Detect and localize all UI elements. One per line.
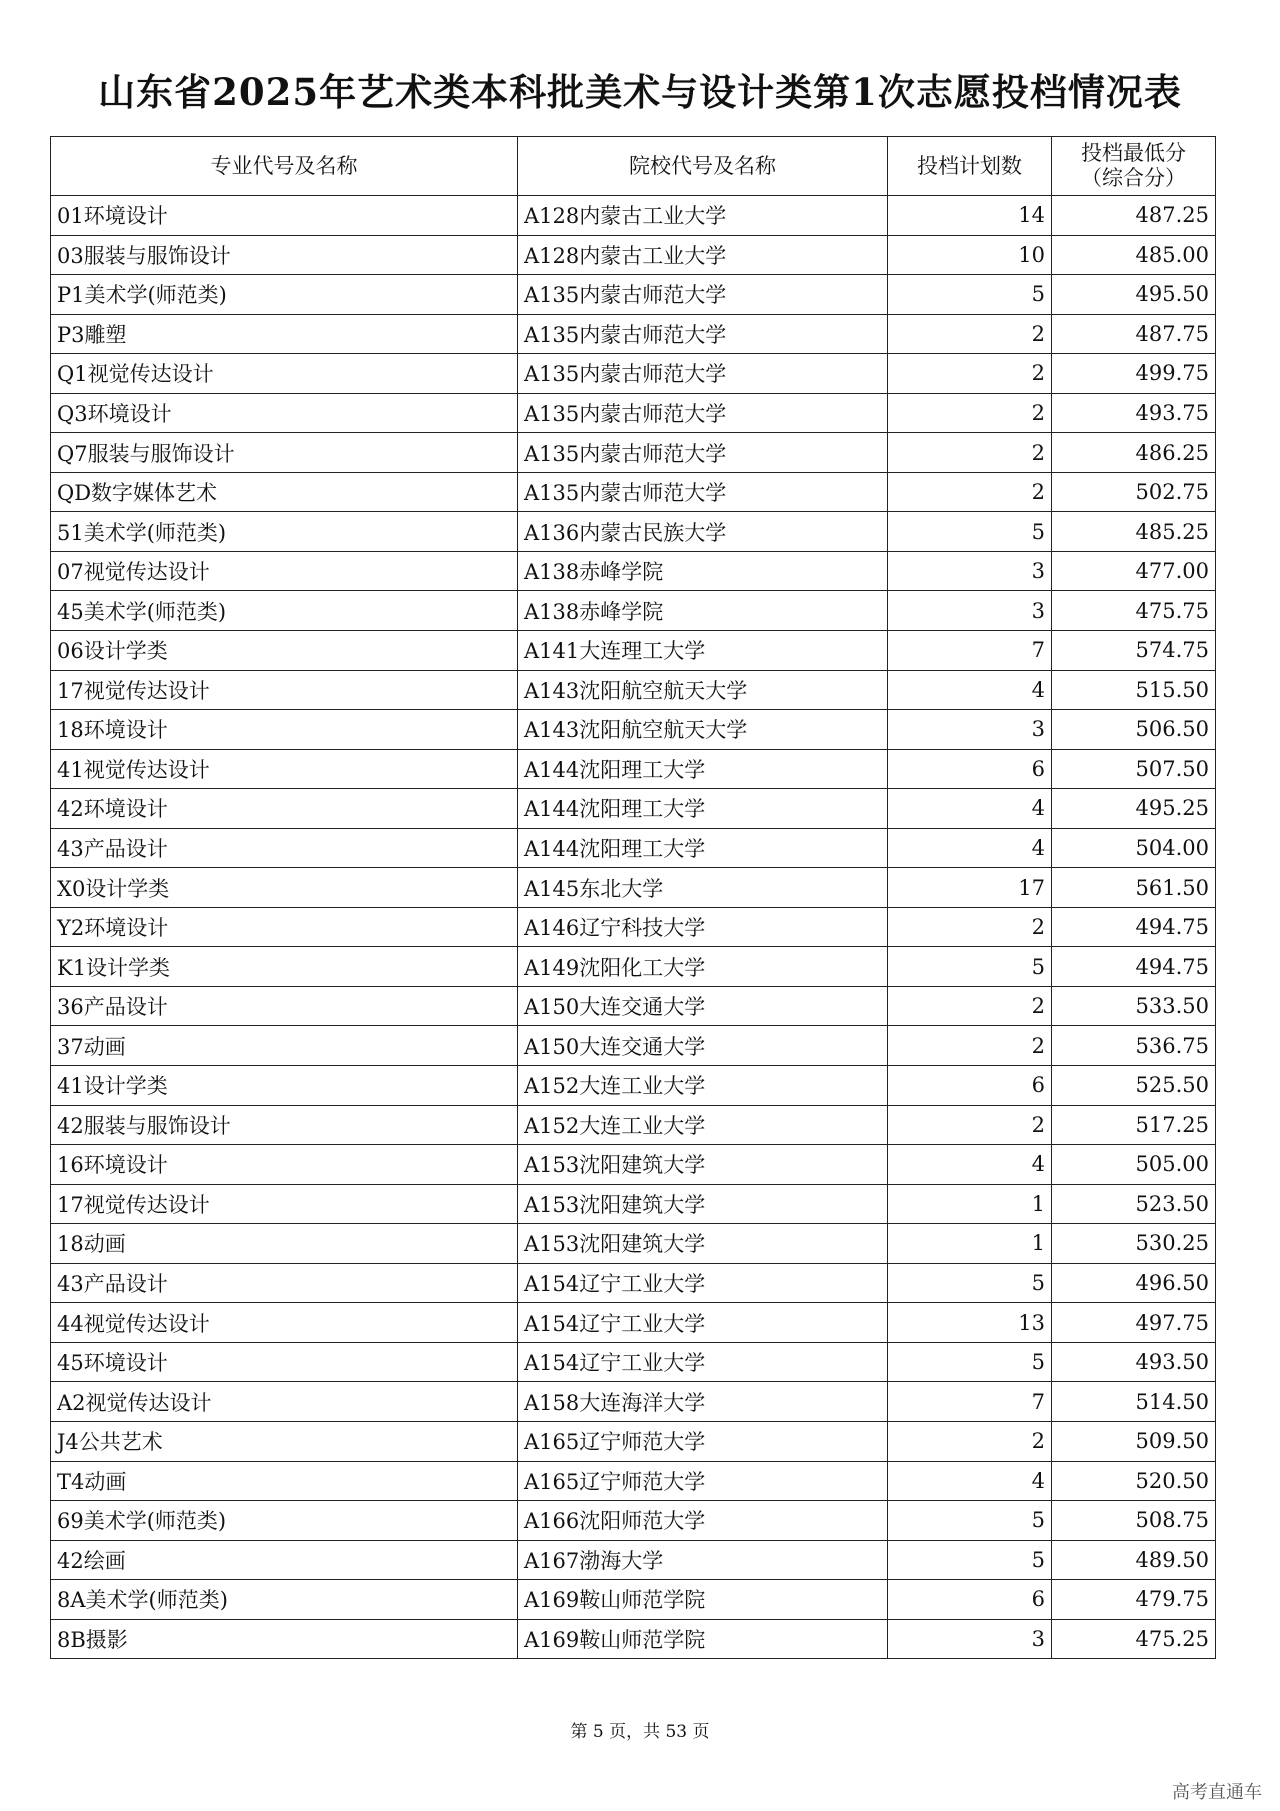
cell-major: 06设计学类 [51,631,518,671]
cell-score: 536.75 [1052,1026,1216,1066]
table-row [51,1026,1216,1066]
cell-score: 504.00 [1052,828,1216,868]
cell-plan: 3 [888,1619,1052,1659]
table-row [51,670,1216,710]
cell-major: 8A美术学(师范类) [51,1580,518,1620]
cell-plan: 5 [888,275,1052,315]
cell-score: 475.25 [1052,1619,1216,1659]
cell-school: A167渤海大学 [518,1540,888,1580]
cell-school: A144沈阳理工大学 [518,828,888,868]
table-row [51,710,1216,750]
cell-plan: 2 [888,314,1052,354]
cell-score: 489.50 [1052,1540,1216,1580]
cell-plan: 13 [888,1303,1052,1343]
table-row [51,1580,1216,1620]
cell-plan: 5 [888,1263,1052,1303]
cell-plan: 2 [888,1421,1052,1461]
cell-score: 475.75 [1052,591,1216,631]
table-row [51,512,1216,552]
cell-score: 505.00 [1052,1145,1216,1185]
cell-school: A152大连工业大学 [518,1105,888,1145]
cell-score: 497.75 [1052,1303,1216,1343]
header-plan: 投档计划数 [888,137,1052,196]
cell-school: A150大连交通大学 [518,1026,888,1066]
cell-school: A169鞍山师范学院 [518,1619,888,1659]
cell-major: A2视觉传达设计 [51,1382,518,1422]
cell-school: A128内蒙古工业大学 [518,235,888,275]
cell-score: 520.50 [1052,1461,1216,1501]
table-row [51,789,1216,829]
cell-school: A135内蒙古师范大学 [518,472,888,512]
cell-plan: 2 [888,433,1052,473]
cell-score: 561.50 [1052,868,1216,908]
header-major: 专业代号及名称 [51,137,518,196]
cell-major: QD数字媒体艺术 [51,472,518,512]
cell-plan: 6 [888,749,1052,789]
cell-score: 479.75 [1052,1580,1216,1620]
cell-plan: 2 [888,1105,1052,1145]
cell-major: 69美术学(师范类) [51,1501,518,1541]
cell-score: 494.75 [1052,907,1216,947]
table-row [51,1066,1216,1106]
cell-plan: 5 [888,947,1052,987]
cell-plan: 2 [888,472,1052,512]
cell-plan: 2 [888,986,1052,1026]
cell-score: 574.75 [1052,631,1216,671]
cell-school: A135内蒙古师范大学 [518,275,888,315]
table-row [51,354,1216,394]
cell-plan: 4 [888,1145,1052,1185]
cell-major: 17视觉传达设计 [51,1184,518,1224]
cell-score: 495.50 [1052,275,1216,315]
cell-plan: 4 [888,789,1052,829]
cell-school: A128内蒙古工业大学 [518,196,888,236]
cell-major: 45美术学(师范类) [51,591,518,631]
cell-school: A166沈阳师范大学 [518,1501,888,1541]
cell-plan: 1 [888,1184,1052,1224]
cell-plan: 5 [888,1342,1052,1382]
table-row [51,1263,1216,1303]
table-row [51,393,1216,433]
table-row [51,314,1216,354]
cell-major: 07视觉传达设计 [51,551,518,591]
cell-major: P1美术学(师范类) [51,275,518,315]
cell-school: A154辽宁工业大学 [518,1342,888,1382]
cell-plan: 4 [888,670,1052,710]
cell-school: A143沈阳航空航天大学 [518,670,888,710]
cell-major: 01环境设计 [51,196,518,236]
cell-school: A152大连工业大学 [518,1066,888,1106]
cell-major: 43产品设计 [51,1263,518,1303]
table-row [51,868,1216,908]
cell-school: A158大连海洋大学 [518,1382,888,1422]
cell-major: 17视觉传达设计 [51,670,518,710]
cell-school: A144沈阳理工大学 [518,749,888,789]
cell-major: 18动画 [51,1224,518,1264]
admission-table [50,136,1216,1659]
cell-major: 42环境设计 [51,789,518,829]
table-row [51,986,1216,1026]
cell-plan: 5 [888,1540,1052,1580]
cell-school: A165辽宁师范大学 [518,1461,888,1501]
table-row [51,1461,1216,1501]
table-row [51,472,1216,512]
cell-school: A146辽宁科技大学 [518,907,888,947]
table-row [51,1540,1216,1580]
table-row [51,1421,1216,1461]
cell-major: 41视觉传达设计 [51,749,518,789]
cell-school: A136内蒙古民族大学 [518,512,888,552]
cell-score: 515.50 [1052,670,1216,710]
cell-school: A153沈阳建筑大学 [518,1184,888,1224]
cell-plan: 1 [888,1224,1052,1264]
cell-score: 493.75 [1052,393,1216,433]
table-row [51,1145,1216,1185]
cell-major: Q1视觉传达设计 [51,354,518,394]
cell-plan: 5 [888,1501,1052,1541]
cell-score: 485.25 [1052,512,1216,552]
cell-school: A135内蒙古师范大学 [518,433,888,473]
table-row [51,551,1216,591]
cell-school: A138赤峰学院 [518,551,888,591]
cell-school: A150大连交通大学 [518,986,888,1026]
table-row [51,591,1216,631]
cell-major: T4动画 [51,1461,518,1501]
table-row [51,749,1216,789]
cell-plan: 2 [888,393,1052,433]
cell-plan: 5 [888,512,1052,552]
cell-score: 487.25 [1052,196,1216,236]
cell-score: 496.50 [1052,1263,1216,1303]
cell-plan: 17 [888,868,1052,908]
table-row [51,1184,1216,1224]
cell-plan: 7 [888,1382,1052,1422]
cell-school: A138赤峰学院 [518,591,888,631]
cell-school: A169鞍山师范学院 [518,1580,888,1620]
page-title: 山东省2025年艺术类本科批美术与设计类第1次志愿投档情况表 [98,70,1182,114]
cell-major: 37动画 [51,1026,518,1066]
cell-major: 03服装与服饰设计 [51,235,518,275]
cell-major: Y2环境设计 [51,907,518,947]
cell-major: J4公共艺术 [51,1421,518,1461]
cell-score: 506.50 [1052,710,1216,750]
cell-major: 36产品设计 [51,986,518,1026]
cell-score: 523.50 [1052,1184,1216,1224]
cell-major: 43产品设计 [51,828,518,868]
table-row [51,1303,1216,1343]
cell-score: 508.75 [1052,1501,1216,1541]
cell-major: 42服装与服饰设计 [51,1105,518,1145]
cell-school: A153沈阳建筑大学 [518,1224,888,1264]
cell-school: A149沈阳化工大学 [518,947,888,987]
cell-plan: 3 [888,710,1052,750]
cell-school: A135内蒙古师范大学 [518,314,888,354]
table-row [51,631,1216,671]
table-body [51,196,1216,1659]
table-row [51,235,1216,275]
table-row [51,1501,1216,1541]
table-header-row [51,137,1216,196]
cell-score: 507.50 [1052,749,1216,789]
cell-plan: 3 [888,551,1052,591]
table-row [51,907,1216,947]
cell-plan: 6 [888,1066,1052,1106]
cell-score: 495.25 [1052,789,1216,829]
cell-score: 494.75 [1052,947,1216,987]
cell-school: A144沈阳理工大学 [518,789,888,829]
page-footer: 第 5 页，共 53 页 [570,1722,710,1742]
cell-major: 8B摄影 [51,1619,518,1659]
cell-plan: 10 [888,235,1052,275]
cell-school: A141大连理工大学 [518,631,888,671]
cell-plan: 14 [888,196,1052,236]
cell-plan: 3 [888,591,1052,631]
cell-plan: 2 [888,907,1052,947]
table-row [51,1342,1216,1382]
cell-school: A143沈阳航空航天大学 [518,710,888,750]
table-row [51,275,1216,315]
table-row [51,1619,1216,1659]
header-score [1052,137,1216,196]
cell-score: 486.25 [1052,433,1216,473]
cell-score: 485.00 [1052,235,1216,275]
cell-major: P3雕塑 [51,314,518,354]
cell-major: Q3环境设计 [51,393,518,433]
cell-score: 530.25 [1052,1224,1216,1264]
cell-major: K1设计学类 [51,947,518,987]
table-row [51,828,1216,868]
cell-major: 41设计学类 [51,1066,518,1106]
cell-score: 517.25 [1052,1105,1216,1145]
cell-major: 45环境设计 [51,1342,518,1382]
cell-major: 44视觉传达设计 [51,1303,518,1343]
cell-school: A154辽宁工业大学 [518,1303,888,1343]
table-row [51,1105,1216,1145]
cell-school: A165辽宁师范大学 [518,1421,888,1461]
cell-score: 514.50 [1052,1382,1216,1422]
cell-plan: 7 [888,631,1052,671]
cell-score: 525.50 [1052,1066,1216,1106]
cell-school: A154辽宁工业大学 [518,1263,888,1303]
cell-score: 502.75 [1052,472,1216,512]
cell-school: A153沈阳建筑大学 [518,1145,888,1185]
table-row [51,947,1216,987]
header-score-line1: 投档最低分 [1081,141,1186,165]
table-row [51,433,1216,473]
cell-school: A135内蒙古师范大学 [518,354,888,394]
header-school: 院校代号及名称 [518,137,888,196]
cell-school: A135内蒙古师范大学 [518,393,888,433]
watermark: 高考直通车 [1172,1782,1262,1803]
table-row [51,1224,1216,1264]
header-score-line2: （综合分） [1081,166,1186,190]
table-row [51,196,1216,236]
cell-major: 16环境设计 [51,1145,518,1185]
cell-plan: 2 [888,1026,1052,1066]
cell-plan: 6 [888,1580,1052,1620]
cell-major: Q7服装与服饰设计 [51,433,518,473]
cell-score: 487.75 [1052,314,1216,354]
cell-score: 509.50 [1052,1421,1216,1461]
cell-major: 51美术学(师范类) [51,512,518,552]
cell-plan: 4 [888,1461,1052,1501]
cell-school: A145东北大学 [518,868,888,908]
table-row [51,1382,1216,1422]
cell-plan: 2 [888,354,1052,394]
cell-major: X0设计学类 [51,868,518,908]
cell-score: 533.50 [1052,986,1216,1026]
cell-score: 499.75 [1052,354,1216,394]
cell-score: 477.00 [1052,551,1216,591]
cell-score: 493.50 [1052,1342,1216,1382]
cell-major: 18环境设计 [51,710,518,750]
cell-plan: 4 [888,828,1052,868]
cell-major: 42绘画 [51,1540,518,1580]
